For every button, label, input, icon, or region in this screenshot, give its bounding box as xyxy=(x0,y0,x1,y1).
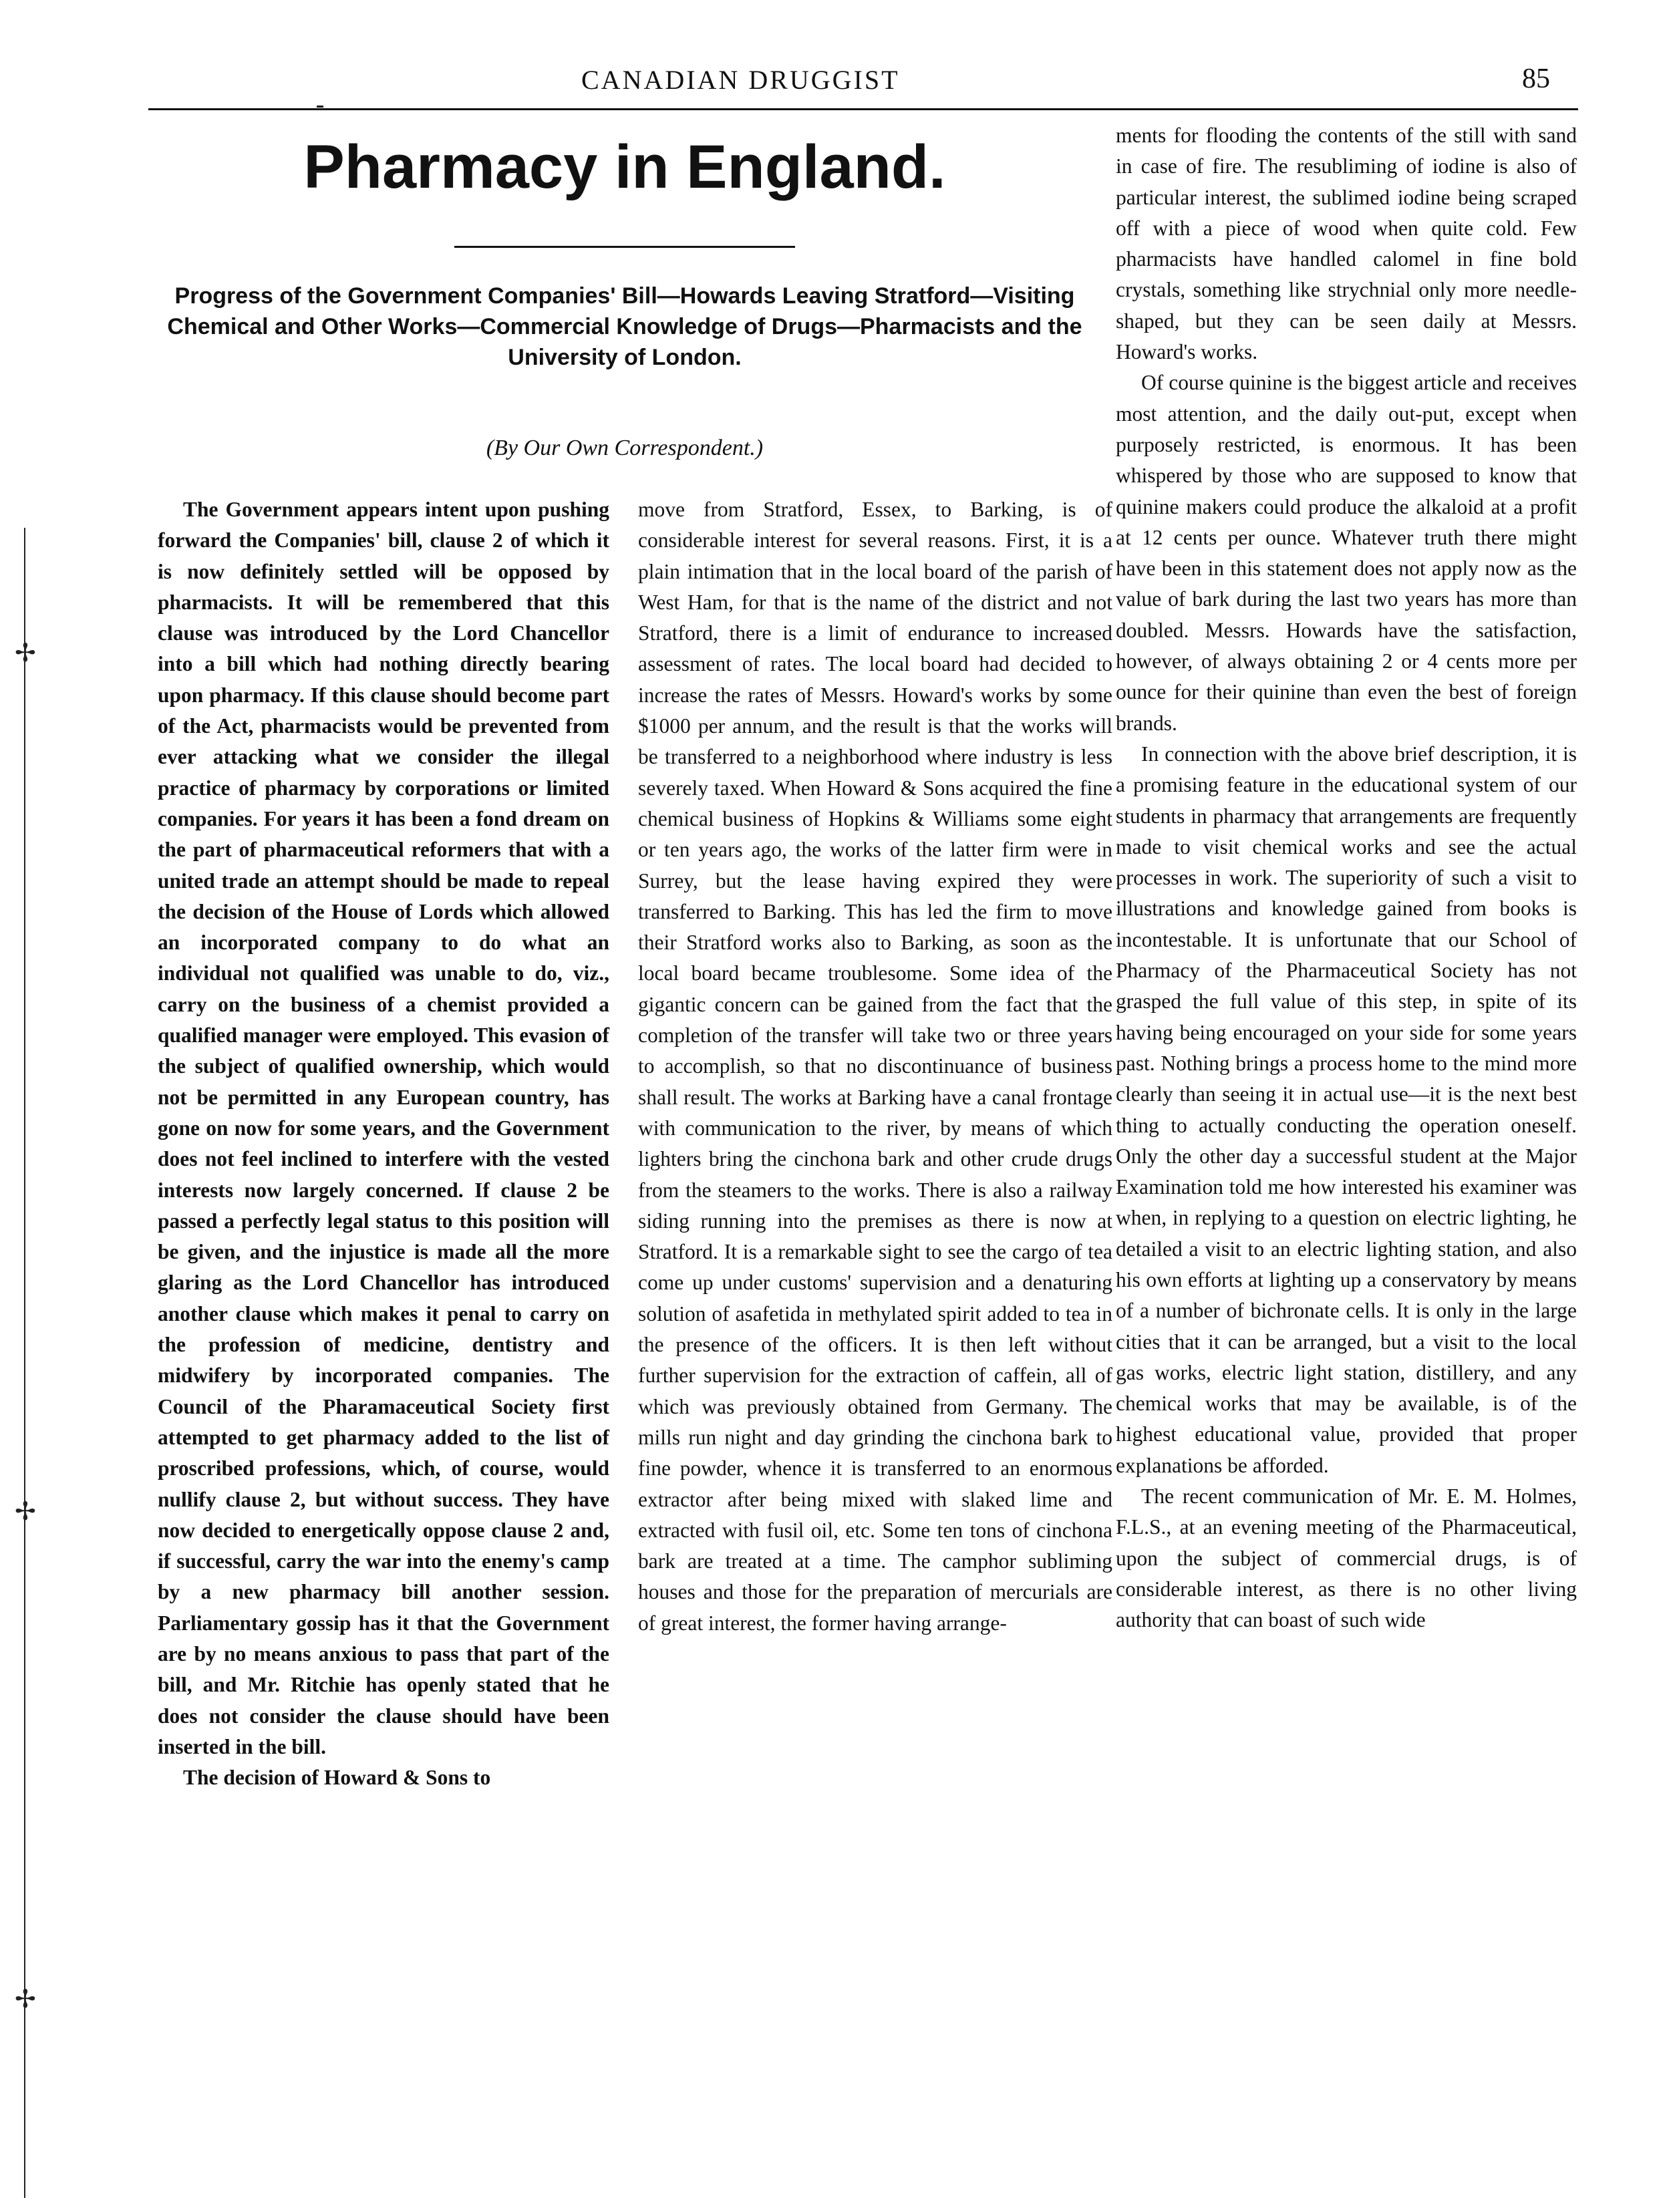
header-rule xyxy=(148,108,1578,110)
binding-margin-line xyxy=(24,528,25,2198)
margin-pin-mark: ✢ xyxy=(15,1986,36,2014)
title-divider xyxy=(454,246,795,248)
page-number: 85 xyxy=(1522,63,1550,94)
article-title: Pharmacy in England. xyxy=(303,133,946,201)
paragraph: The Government appears intent upon pushing forward the Companies' bill, clause 2 of which it is now definitely settled will be opposed by pharmacists. It will be remembered that this clause was introduced by the Lord Chancellor into a bill which had nothing directly bearing upon pharmacy. If this clause should become part of the Act, pharmacists would be prevented from ever attacking what we consider the illegal practice of pharmacy by corporations or limited companies. For years it has been a fond dream on the part of pharmaceutical reformers that with a united trade an attempt should be made to repeal the decision of the House of Lords which allowed an incorporated company to do what an individual not qualified was unable to do, viz., carry on the business of a chemist provided a qualified manager were employed. This evasion of the subject of qualified ownership, which would not be permitted in any European country, has gone on now for some years, and the Government does not feel inclined to interfere with the vested interests now largely concerned. If clause 2 be passed a perfectly legal status to this position will be given, and the injustice is made all the more glaring as the Lord Chancellor has introduced another clause which makes it penal to carry on the profession of medicine, dentistry and midwifery by incorporated companies. The Council of the Pharamaceutical Society first attempted to get pharmacy added to the list of proscribed professions, which, of course, would nullify clause 2, but without success. They have now decided to energetically oppose clause 2 and, if successful, carry the war into the enemy's camp by a new pharmacy bill another session. Parliamentary gossip has it that the Government are by no means anxious to pass that part of the bill, and Mr. Ritchie has openly stated that he does not consider the clause should have been inserted in the bill. xyxy=(158,498,609,1758)
paragraph: Of course quinine is the biggest article and receives most attention, and the daily out-put, except when purposely restricted, is enormous. It has been whispered by those who are supposed to know that quinine makers could produce the alkaloid at a profit at 12 cents per ounce. Whatever truth there might have been in this statement does not apply now as the value of bark during the last two years has more than doubled. Messrs. Howards have the satisfaction, however, of always obtaining 2 or 4 cents more per ounce for their quinine than even the best of foreign brands. xyxy=(1116,371,1577,735)
paragraph: ments for flooding the contents of the still with sand in case of fire. The resubliming of iodine is also of particular interest, the sublimed iodine being scraped off with a piece of wood when quite cold. Few pharmacists have handled calomel in fine bold crystals, something like strychnial only more needle-shaped, but they can be seen daily at Messrs. Howard's works. xyxy=(1116,124,1577,364)
column-1 xyxy=(158,494,609,1793)
paragraph: The decision of Howard & Sons to xyxy=(183,1766,491,1790)
article-byline: (By Our Own Correspondent.) xyxy=(486,436,764,460)
header-rule-mark xyxy=(317,106,323,108)
column-3 xyxy=(1116,120,1577,1636)
paragraph: In connection with the above brief description, it is a promising feature in the educational system of our students in pharmacy that arrangements are frequently made to visit chemical works and see the actual processes in work. The superiority of such a visit to illustrations and knowledge gained from books is incontestable. It is unfortunate that our School of Pharmacy of the Pharmaceutical Society has not grasped the full value of this step, in spite of its having being encouraged on your side for some years past. Nothing brings a process home to the mind more clearly than seeing it in actual use—it is the next best thing to actually conducting the operation oneself. Only the other day a successful student at the Major Examination told me how interested his examiner was when, in replying to a question on electric lighting, he detailed a visit to an electric lighting station, and also his own efforts at lighting up a conservatory by means of a number of bichronate cells. It is only in the large cities that it can be arranged, but a visit to the local gas works, electric light station, distillery, and any chemical works that may be available, is of the highest educational value, provided that proper explanations be afforded. xyxy=(1116,742,1577,1477)
margin-pin-mark: ✢ xyxy=(15,1498,36,1526)
journal-name: CANADIAN DRUGGIST xyxy=(581,65,900,95)
article-subtitle: Progress of the Government Companies' Bill—Howards Leaving Stratford—Visiting Chemical and Other Works—Commercial Knowledge of Drugs—Pharmacists and the University of London. xyxy=(167,283,1082,370)
paragraph: move from Stratford, Essex, to Barking, is of considerable interest for several reasons. First, it is a plain intimation that in the local board of the parish of West Ham, for that is the name of the district and not Stratford, there is a limit of endurance to increased assessment of rates. The local board had decided to increase the rates of Messrs. Howard's works by some $1000 per annum, and the result is that the works will be transferred to a neighborhood where industry is less severely taxed. When Howard & Sons acquired the fine chemical business of Hopkins & Williams some eight or ten years ago, the works of the latter firm were in Surrey, but the lease having expired they were transferred to Barking. This has led the firm to move their Stratford works also to Barking, as soon as the local board became troublesome. Some idea of the gigantic concern can be gained from the fact that the completion of the transfer will take two or three years to accomplish, so that no discontinuance of business shall result. The works at Barking have a canal frontage with communication to the river, by means of which lighters bring the cinchona bark and other crude drugs from the steamers to the works. There is also a railway siding running into the premises as there is now at Stratford. It is a remarkable sight to see the cargo of tea come up under customs' supervision and a denaturing solution of asafetida in methylated spirit added to tea in the presence of the officers. It is then left without further supervision for the extraction of caffein, all of which was previously obtained from Germany. The mills run night and day grinding the cinchona bark to fine powder, whence it is transferred to an enormous extractor after being mixed with slaked lime and extracted with fusil oil, etc. Some ten tons of cinchona bark are treated at a time. The camphor subliming houses and those for the preparation of mercurials are of great interest, the former having arrange- xyxy=(638,498,1112,1635)
margin-pin-mark: ✢ xyxy=(15,639,36,667)
column-2 xyxy=(638,494,1112,1639)
paragraph: The recent communication of Mr. E. M. Holmes, F.L.S., at an evening meeting of the Pharmaceutical, upon the subject of commercial drugs, is of considerable interest, as there is no other living authority that can boast of such wide xyxy=(1116,1484,1577,1632)
